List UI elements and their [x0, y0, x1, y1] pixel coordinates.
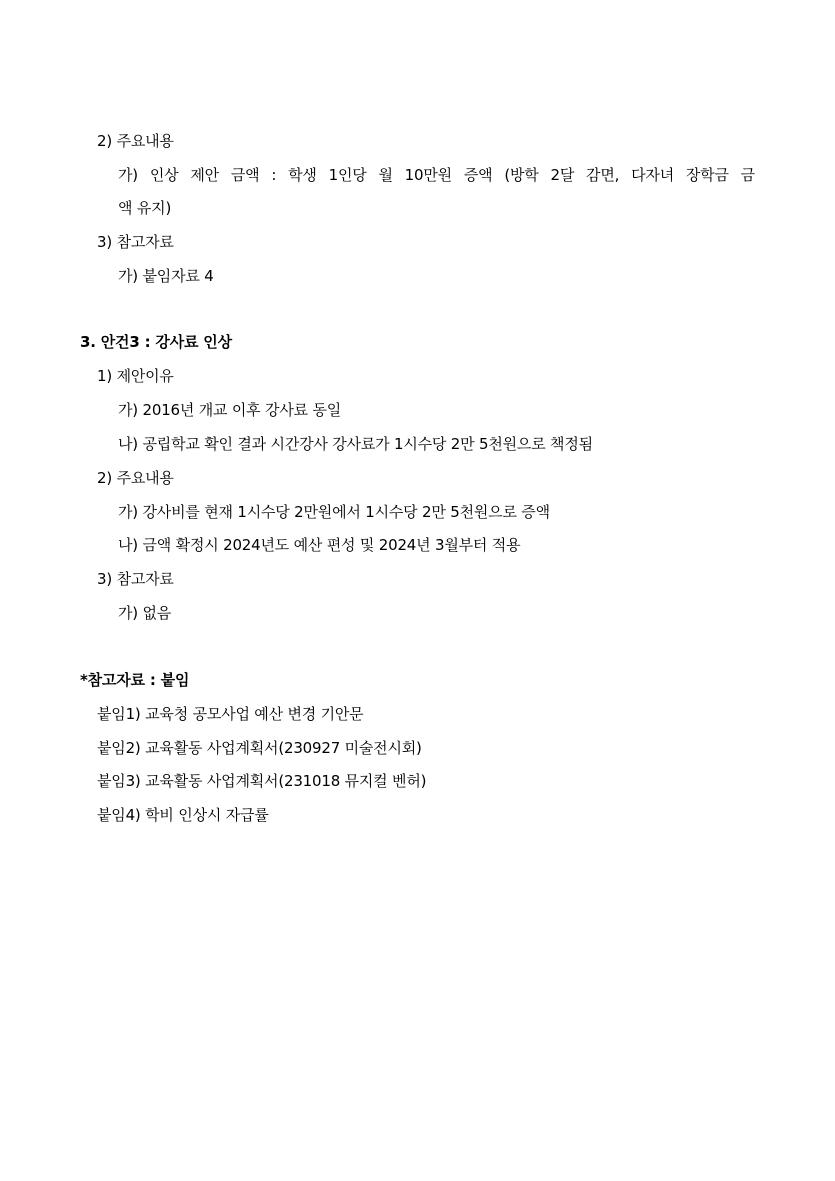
section3-ref-item-a: 가) 없음	[118, 604, 172, 622]
word: 10만원	[404, 166, 452, 184]
attachment-item: 붙임4) 학비 인상시 자급률	[97, 806, 269, 824]
section2-main-item-a-cont: 액 유지)	[118, 199, 172, 217]
section2-ref-item-a: 가) 붙임자료 4	[118, 267, 214, 285]
section2-ref-heading: 3) 참고자료	[97, 233, 174, 251]
section3-main-item-b: 나) 금액 확정시 2024년도 예산 편성 및 2024년 3월부터 적용	[118, 536, 521, 554]
attachment-item: 붙임1) 교육청 공모사업 예산 변경 기안문	[97, 705, 364, 723]
section2-main-heading: 2) 주요내용	[97, 132, 174, 150]
section3-reason-item-a: 가) 2016년 개교 이후 강사료 동일	[118, 401, 342, 419]
word: 장학금	[685, 166, 729, 184]
word: (방학	[504, 166, 539, 184]
word: 2달	[550, 166, 575, 184]
section3-ref-heading: 3) 참고자료	[97, 570, 174, 588]
attachment-item: 붙임3) 교육활동 사업계획서(231018 뮤지컬 벤허)	[97, 772, 427, 790]
word: 증액	[463, 166, 493, 184]
word: 학생	[288, 166, 317, 184]
section3-title: 3. 안건3 : 강사료 인상	[80, 333, 232, 351]
word: 인상	[149, 166, 179, 184]
section3-reason-heading: 1) 제안이유	[97, 367, 174, 385]
word: 감면,	[586, 166, 620, 184]
word: 제안	[190, 166, 219, 184]
attachments-title: *참고자료 : 붙임	[80, 671, 190, 689]
word: 가)	[118, 166, 138, 184]
word: 월	[378, 166, 393, 184]
section2-main-item-a	[118, 165, 755, 185]
attachment-item: 붙임2) 교육활동 사업계획서(230927 미술전시회)	[97, 739, 422, 757]
word: :	[271, 166, 277, 184]
section3-reason-item-b: 나) 공립학교 확인 결과 시간강사 강사료가 1시수당 2만 5천원으로 책정됨	[118, 435, 593, 453]
section3-main-heading: 2) 주요내용	[97, 469, 174, 487]
word: 금	[740, 166, 755, 184]
word: 1인당	[328, 166, 367, 184]
word: 금액	[230, 166, 260, 184]
word: 다자녀	[631, 166, 674, 184]
section3-main-item-a: 가) 강사비를 현재 1시수당 2만원에서 1시수당 2만 5천원으로 증액	[118, 503, 550, 521]
